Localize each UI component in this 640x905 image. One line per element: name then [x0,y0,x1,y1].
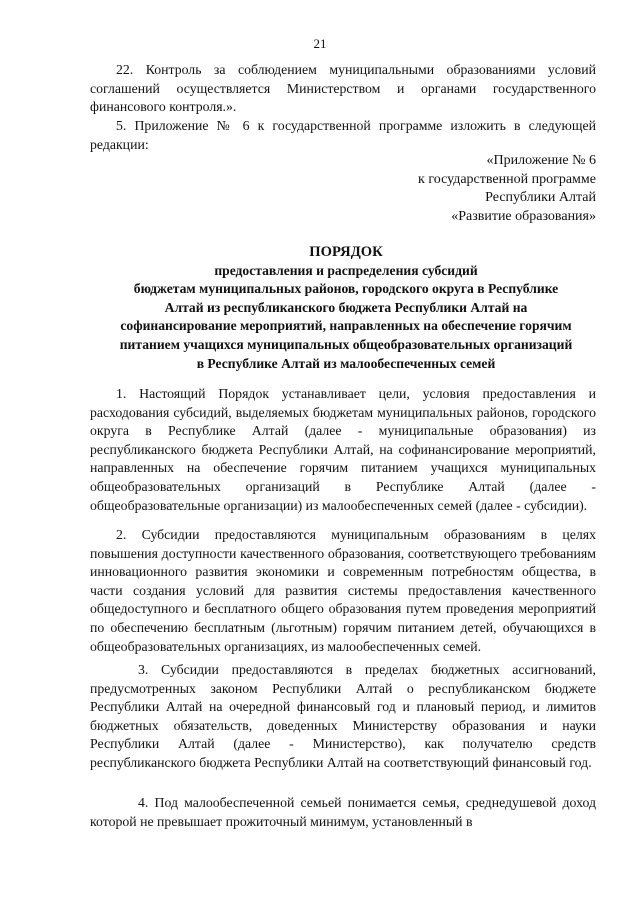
appendix-heading-line: «Развитие образования» [451,208,596,224]
body-paragraph-1: 1. Настоящий Порядок устанавливает цели, условия предоставления и расходования субсидий, выделяемых бюджетам муниципальных районов, городского округа в Республике Алтай (далее - муниципальные образования) из республиканского бюджета Республики Алтай, на софинансирование мероприятий, направленных на обеспечение горячим питанием учащихся муниципальных общеобразовательных организаций в Республике Алтай (далее - общеобразовательные организации) из малообеспеченных семей (далее - субсидии). [90,386,596,513]
document-title-line: в Республике Алтай из малообеспеченных семей [196,355,496,371]
document-title-main: ПОРЯДОК [309,244,383,260]
intro-paragraph-5: 5. Приложение № 6 к государственной программе изложить в следующей редакции: [90,118,596,152]
document-title [96,243,596,373]
body-paragraph-3: 3. Субсидии предоставляются в пределах бюджетных ассигнований, предусмотренных законом Республики Алтай о республиканском бюджете Республики Алтай на очередной финансовый год и плановый период, и лимитов бюджетных обязательств, доведенных Министерству образования и науки Республики Алтай (далее - Министерство), как получателю средств республиканского бюджета Республики Алтай на соответствующий финансовый год. [90,662,596,770]
intro-paragraph-22: 22. Контроль за соблюдением муниципальными образованиями условий соглашений осуществляется Министерством и органами государственного финансового контроля.». [90,62,596,115]
document-title-line: софинансирование мероприятий, направленных на обеспечение горячим [120,318,572,334]
appendix-heading-line: «Приложение № 6 [486,153,596,168]
document-title-line: питанием учащихся муниципальных общеобразовательных организаций [119,336,573,352]
appendix-heading [360,152,596,226]
document-title-line: предоставления и распределения субсидий [214,262,478,278]
page-number: 21 [313,36,327,51]
document-title-line: бюджетам муниципальных районов, городского округа в Республике [133,281,559,297]
body-paragraph-2: 2. Субсидии предоставляются муниципальным образованиям в целях повышения доступности качественного образования, соответствующего требованиям инновационного развития экономики и современным потребностям общества, в части создания условий для развития системы предоставления качественного общедоступного и бесплатного общего образования путем проведения мероприятий по обеспечению бесплатным (льготным) горячим питанием детей, обучающихся в общеобразовательных организациях, из малообеспеченных семей. [90,527,596,654]
appendix-heading-line: к государственной программе [418,171,596,187]
body-paragraph-4: 4. Под малообеспеченной семьей понимается семья, среднедушевой доход которой не превышает прожиточный минимум, установленный в [90,795,596,829]
document-title-line: Алтай из республиканского бюджета Республики Алтай на [164,299,528,315]
appendix-heading-line: Республики Алтай [485,190,596,206]
